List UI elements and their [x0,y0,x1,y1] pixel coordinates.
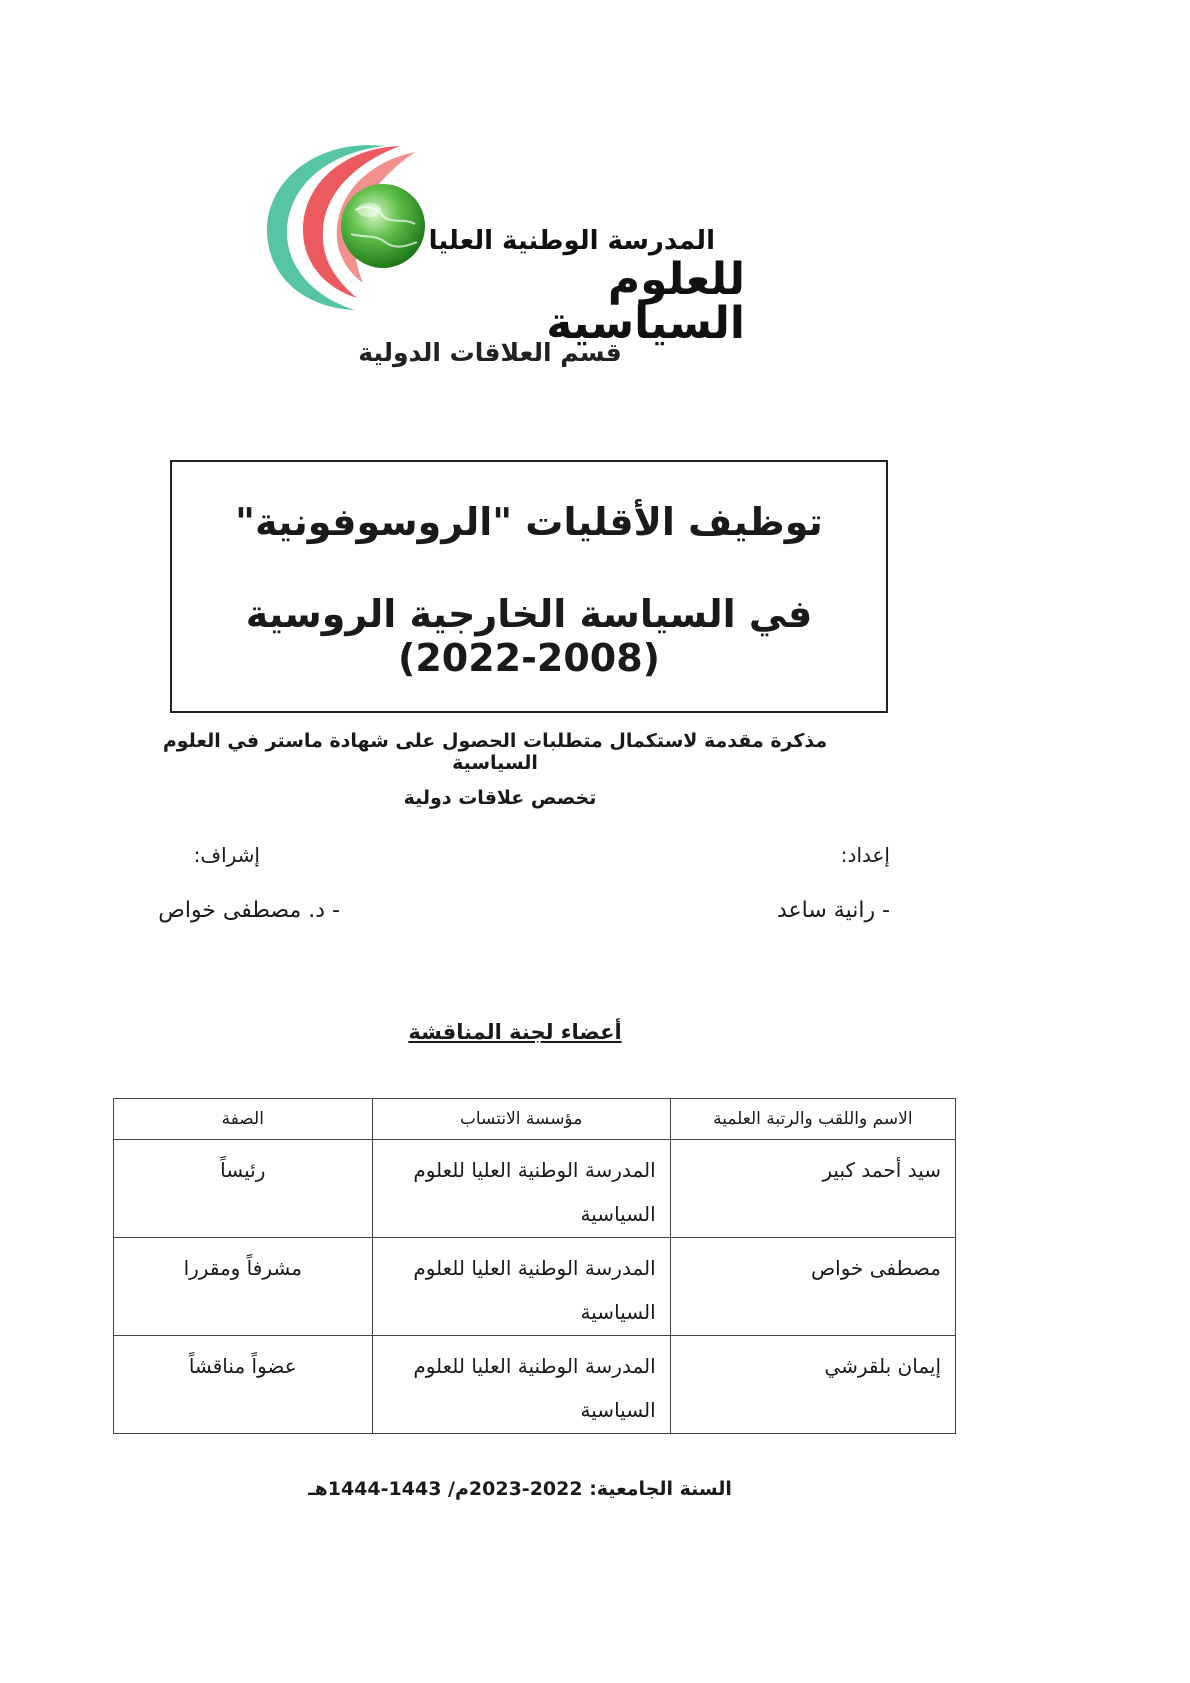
member-role: مشرفاً ومقررا [114,1238,373,1336]
member-institution: المدرسة الوطنية العليا للعلوم السياسية [372,1336,670,1434]
table-header-row [114,1099,956,1140]
thesis-title-box [170,460,888,713]
committee-table [113,1098,956,1434]
table-row [114,1140,956,1238]
student-name: - رانية ساعد [776,898,890,923]
header-institution: مؤسسة الانتساب [372,1099,670,1140]
header-role: الصفة [114,1099,373,1140]
specialization: تخصص علاقات دولية [403,787,597,809]
member-name: سيد أحمد كبير [670,1140,955,1238]
committee-heading: أعضاء لجنة المناقشة [408,1020,622,1044]
department-name: قسم العلاقات الدولية [358,338,622,367]
preparation-label: إعداد: [840,843,890,867]
memo-description: مذكرة مقدمة لاستكمال متطلبات الحصول على شهادة ماستر في العلوم السياسية [162,730,828,774]
supervisor-name: - د. مصطفى خواص [158,898,340,923]
member-institution: المدرسة الوطنية العليا للعلوم السياسية [372,1140,670,1238]
thesis-title-line1: توظيف الأقليات "الروسوفونية" [235,500,823,544]
logo-text-line1: المدرسة الوطنية العليا [428,226,715,256]
thesis-title-line2: في السياسة الخارجية الروسية (2008-2022) [245,592,813,680]
member-institution: المدرسة الوطنية العليا للعلوم السياسية [372,1238,670,1336]
logo-text-line2: للعلوم السياسية [546,254,745,349]
member-role: عضواً مناقشاً [114,1336,373,1434]
table-row [114,1238,956,1336]
member-role: رئيساً [114,1140,373,1238]
academic-year: السنة الجامعية: 2022-2023م/ 1443-1444هـ [308,1478,732,1500]
school-logo [265,138,745,349]
supervision-label: إشراف: [193,843,260,867]
table-row [114,1336,956,1434]
member-name: إيمان بلقرشي [670,1336,955,1434]
header-name: الاسم واللقب والرتبة العلمية [670,1099,955,1140]
member-name: مصطفى خواص [670,1238,955,1336]
